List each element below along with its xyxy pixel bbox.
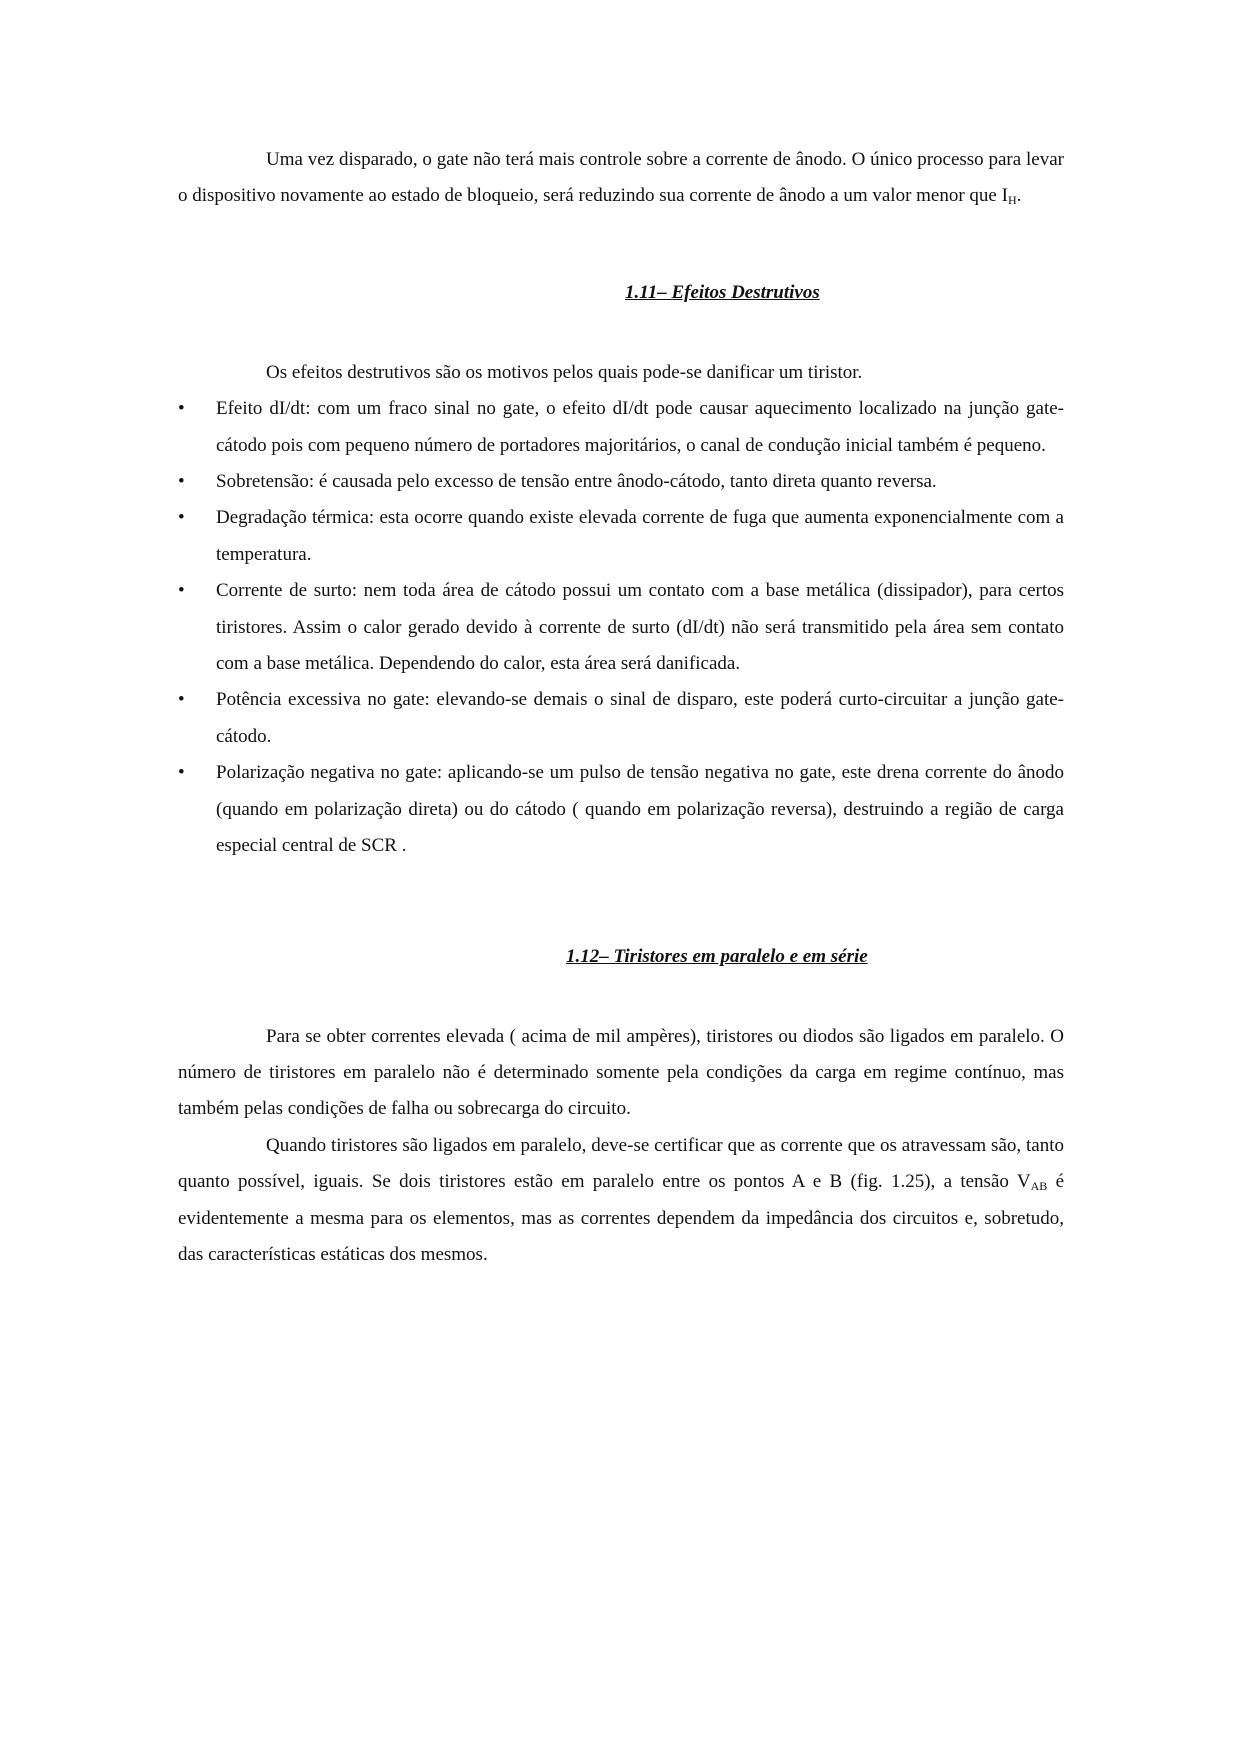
destructive-effects-list — [178, 391, 1064, 864]
list-item — [178, 464, 1064, 500]
list-item-text: Degradação térmica: esta ocorre quando existe elevada corrente de fuga que aumenta exponencialmente com a temperatura. — [216, 507, 1064, 565]
paragraph-parallel-currents-end: é evidentemente a mesma para os elementos, mas as correntes dependem da impedância dos circuitos e, sobretudo, das características estáticas dos mesmos. — [178, 1171, 1064, 1265]
list-item-text: Efeito dI/dt: com um fraco sinal no gate, o efeito dI/dt pode causar aquecimento localizado na junção gate-cátodo pois com pequeno número de portadores majoritários, o canal de condução inicial também é pequeno. — [216, 398, 1064, 456]
list-item — [178, 682, 1064, 755]
bullet-icon: • — [178, 507, 185, 529]
paragraph-parallel-intro: Para se obter correntes elevada ( acima de mil ampères), tiristores ou diodos são ligados em paralelo. O número de tiristores em paralelo não é determinado somente pela condições da carga em regime contínuo, mas também pelas condições de falha ou sobrecarga do circuito. — [178, 1025, 1064, 1120]
bullet-icon: • — [178, 762, 185, 784]
list-item-text: Polarização negativa no gate: aplicando-se um pulso de tensão negativa no gate, este drena corrente do ânodo (quando em polarização direta) ou do cátodo ( quando em polarização reversa), destruindo a região de carga especial central de SCR . — [216, 762, 1064, 857]
paragraph-ih-end: . — [1016, 185, 1022, 207]
list-item-text: Potência excessiva no gate: elevando-se demais o sinal de disparo, este poderá curto-circuitar a junção gate-cátodo. — [216, 689, 1064, 747]
subscript-h: H — [1007, 193, 1017, 208]
section-heading-destructive-effects: 1.11– Efeitos Destrutivos — [625, 281, 820, 303]
paragraph-parallel-currents — [178, 1128, 1064, 1274]
list-item-text: Corrente de surto: nem toda área de cátodo possui um contato com a base metálica (dissipador), para certos tiristores. Assim o calor gerado devido à corrente de surto (dI/dt) não será transmitido pela área sem contato com a base metálica. Dependendo do calor, esta área será danificada. — [216, 580, 1064, 675]
paragraph-destructive-intro: Os efeitos destrutivos são os motivos pelos quais pode-se danificar um tiristor. — [266, 361, 863, 383]
bullet-icon: • — [178, 398, 185, 420]
bullet-icon: • — [178, 471, 185, 493]
list-item — [178, 500, 1064, 573]
list-item — [178, 391, 1064, 464]
list-item-text: Sobretensão: é causada pelo excesso de tensão entre ânodo-cátodo, tanto direta quanto reversa. — [216, 471, 937, 493]
paragraph-ih-text: Uma vez disparado, o gate não terá mais controle sobre a corrente de ânodo. O único processo para levar o dispositivo novamente ao estado de bloqueio, será reduzindo sua corrente de ânodo a um valor menor que I — [178, 149, 1064, 207]
paragraph-parallel-currents-start: Quando tiristores são ligados em paralelo, deve-se certificar que as corrente que os atravessam são, tanto quanto possível, iguais. Se dois tiristores estão em paralelo entre os pontos A e B (fig. 1.25), a tensão V — [178, 1134, 1064, 1193]
bullet-icon: • — [178, 580, 185, 602]
document-page — [178, 142, 1064, 1273]
bullet-icon: • — [178, 689, 185, 711]
section-heading-thyristors-parallel-series: 1.12– Tiristores em paralelo e em série — [566, 945, 868, 967]
list-item — [178, 573, 1064, 682]
list-item — [178, 755, 1064, 864]
subscript-ab: AB — [1030, 1179, 1048, 1194]
paragraph-ih — [178, 142, 1064, 215]
